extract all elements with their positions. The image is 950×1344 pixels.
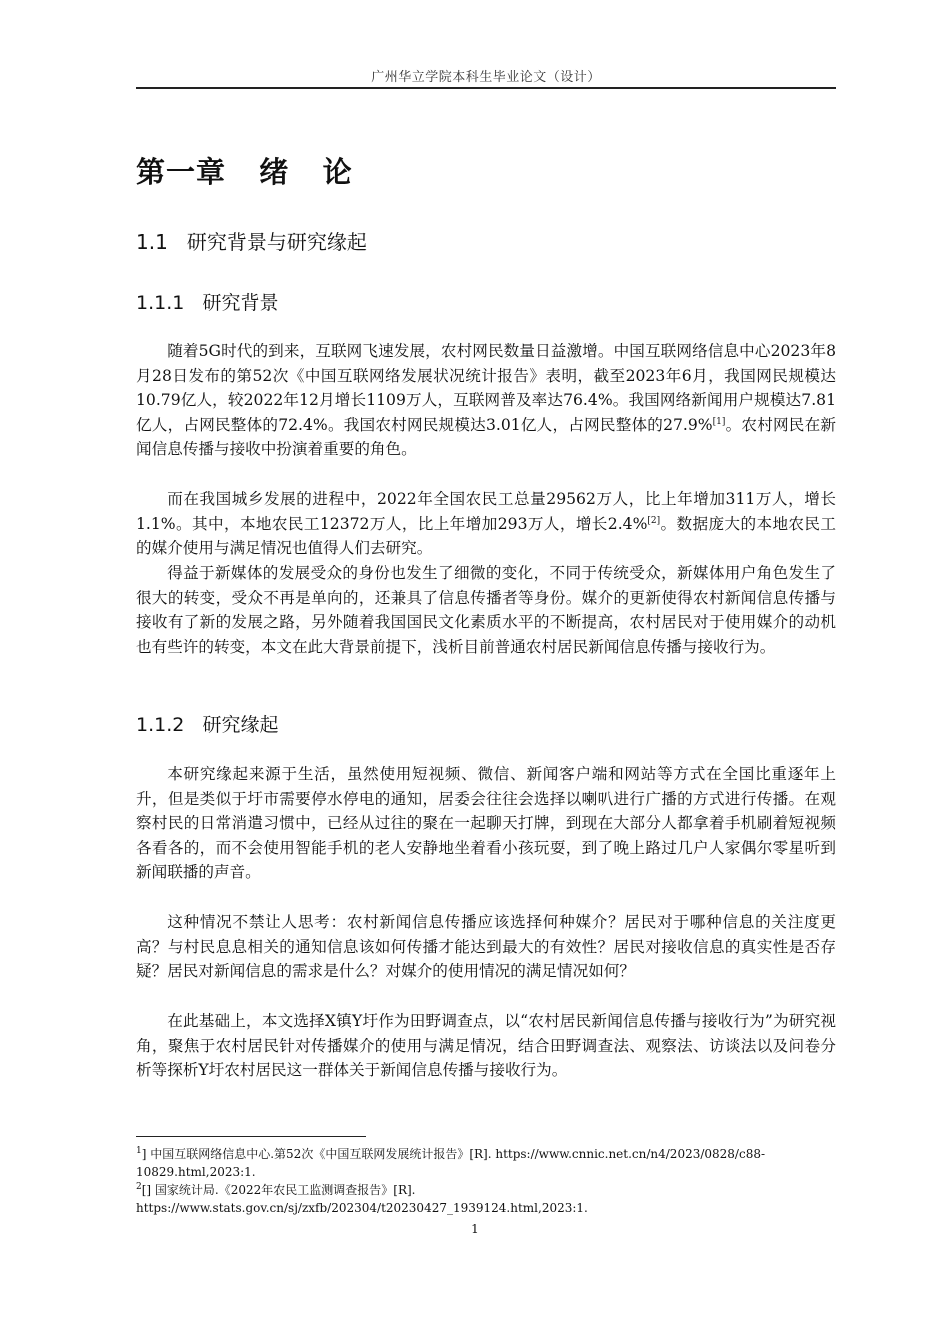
footnote-2-url[interactable]: https://www.stats.gov.cn/sj/zxfb/202304/t20230427_1939124.html,2023:1. — [136, 1201, 588, 1215]
page-number: 1 — [471, 1222, 479, 1236]
paragraph-background-1: 随着5G时代的到来，互联网飞速发展，农村网民数量日益激增。中国互联网络信息中心2023年8月28日发布的第52次《中国互联网络发展状况统计报告》表明，截至2023年6月，我国网民规模达10.79亿人，较2022年12月增长1109万人，互联网普及率达76.4%。我国网络新闻用户规模达7.81亿人，占网民整体的72.4%。我国农村网民规模达3.01亿人，占网民整体的27.9%[1]。农村网民在新闻信息传播与接收中扮演着重要的角色。 — [136, 342, 836, 458]
citation-ref-1[interactable]: [1] — [712, 416, 726, 427]
running-header: 广州华立学院本科生毕业论文（设计） — [371, 70, 601, 85]
footnote-2-mark: 2 — [136, 1182, 142, 1192]
paragraph-origin-1: 本研究缘起来源于生活，虽然使用短视频、微信、新闻客户端和网站等方式在全国比重逐年上升，但是类似于圩市需要停水停电的通知，居委会往往会选择以喇叭进行广播的方式进行传播。在观察村民的日常消遣习惯中，已经从过往的聚在一起聊天打牌，到现在大部分人都拿着手机刷着短视频各看各的，而不会使用智能手机的老人安静地坐着看小孩玩耍，到了晚上路过几户人家偶尔零星听到新闻联播的声音。 — [136, 765, 836, 881]
section-heading-1-1-2: 1.1.2 研究缘起 — [136, 714, 279, 736]
chapter-title: 第一章 绪 论 — [136, 155, 353, 189]
footnote-1-mark: 1 — [136, 1146, 142, 1156]
citation-ref-2[interactable]: [2] — [647, 515, 661, 526]
paragraph-background-2: 而在我国城乡发展的进程中，2022年全国农民工总量29562万人，比上年增加311万人，增长1.1%。其中，本地农民工12372万人，比上年增加293万人，增长2.4%[2]。数据庞大的本地农民工的媒介使用与满足情况也值得人们去研究。 — [136, 490, 836, 557]
footnote-1: $^1$] 中国互联网络信息中心.第52次《中国互联网发展统计报告》[R]. https://www.cnnic.net.cn/n4/2023/0828/c88-10829.html,2023:1. — [136, 1146, 766, 1179]
section-heading-1-1-1: 1.1.1 研究背景 — [136, 292, 279, 314]
header-rule — [136, 87, 836, 89]
section-heading-1-1: 1.1 研究背景与研究缘起 — [136, 230, 367, 254]
paragraph-origin-2: 这种情况不禁让人思考：农村新闻信息传播应该选择何种媒介？居民对于哪种信息的关注度更高？与村民息息相关的通知信息该如何传播才能达到最大的有效性？居民对接收信息的真实性是否存疑？居民对新闻信息的需求是什么？对媒介的使用情况的满足情况如何？ — [136, 913, 836, 980]
paragraph-origin-3: 在此基础上，本文选择X镇Y圩作为田野调查点，以“农村居民新闻信息传播与接收行为”为研究视角，聚焦于农村居民针对传播媒介的使用与满足情况，结合田野调查法、观察法、访谈法以及问卷分析等探析Y圩农村居民这一群体关于新闻信息传播与接收行为。 — [136, 1012, 836, 1079]
paragraph-background-3: 得益于新媒体的发展受众的身份也发生了细微的变化，不同于传统受众，新媒体用户角色发生了很大的转变，受众不再是单向的，还兼具了信息传播者等身份。媒介的更新使得农村新闻信息传播与接收有了新的发展之路，另外随着我国国民文化素质水平的不断提高，农村居民对于使用媒介的动机也有些许的转变，本文在此大背景前提下，浅析目前普通农村居民新闻信息传播与接收行为。 — [136, 564, 836, 656]
footnote-separator — [136, 1136, 366, 1137]
footnote-2: $^2$[] 国家统计局.《2022年农民工监测调查报告》[R]. https://www.stats.gov.cn/sj/zxfb/202304/t20230427_1939124.html,2023:1. — [136, 1182, 588, 1215]
